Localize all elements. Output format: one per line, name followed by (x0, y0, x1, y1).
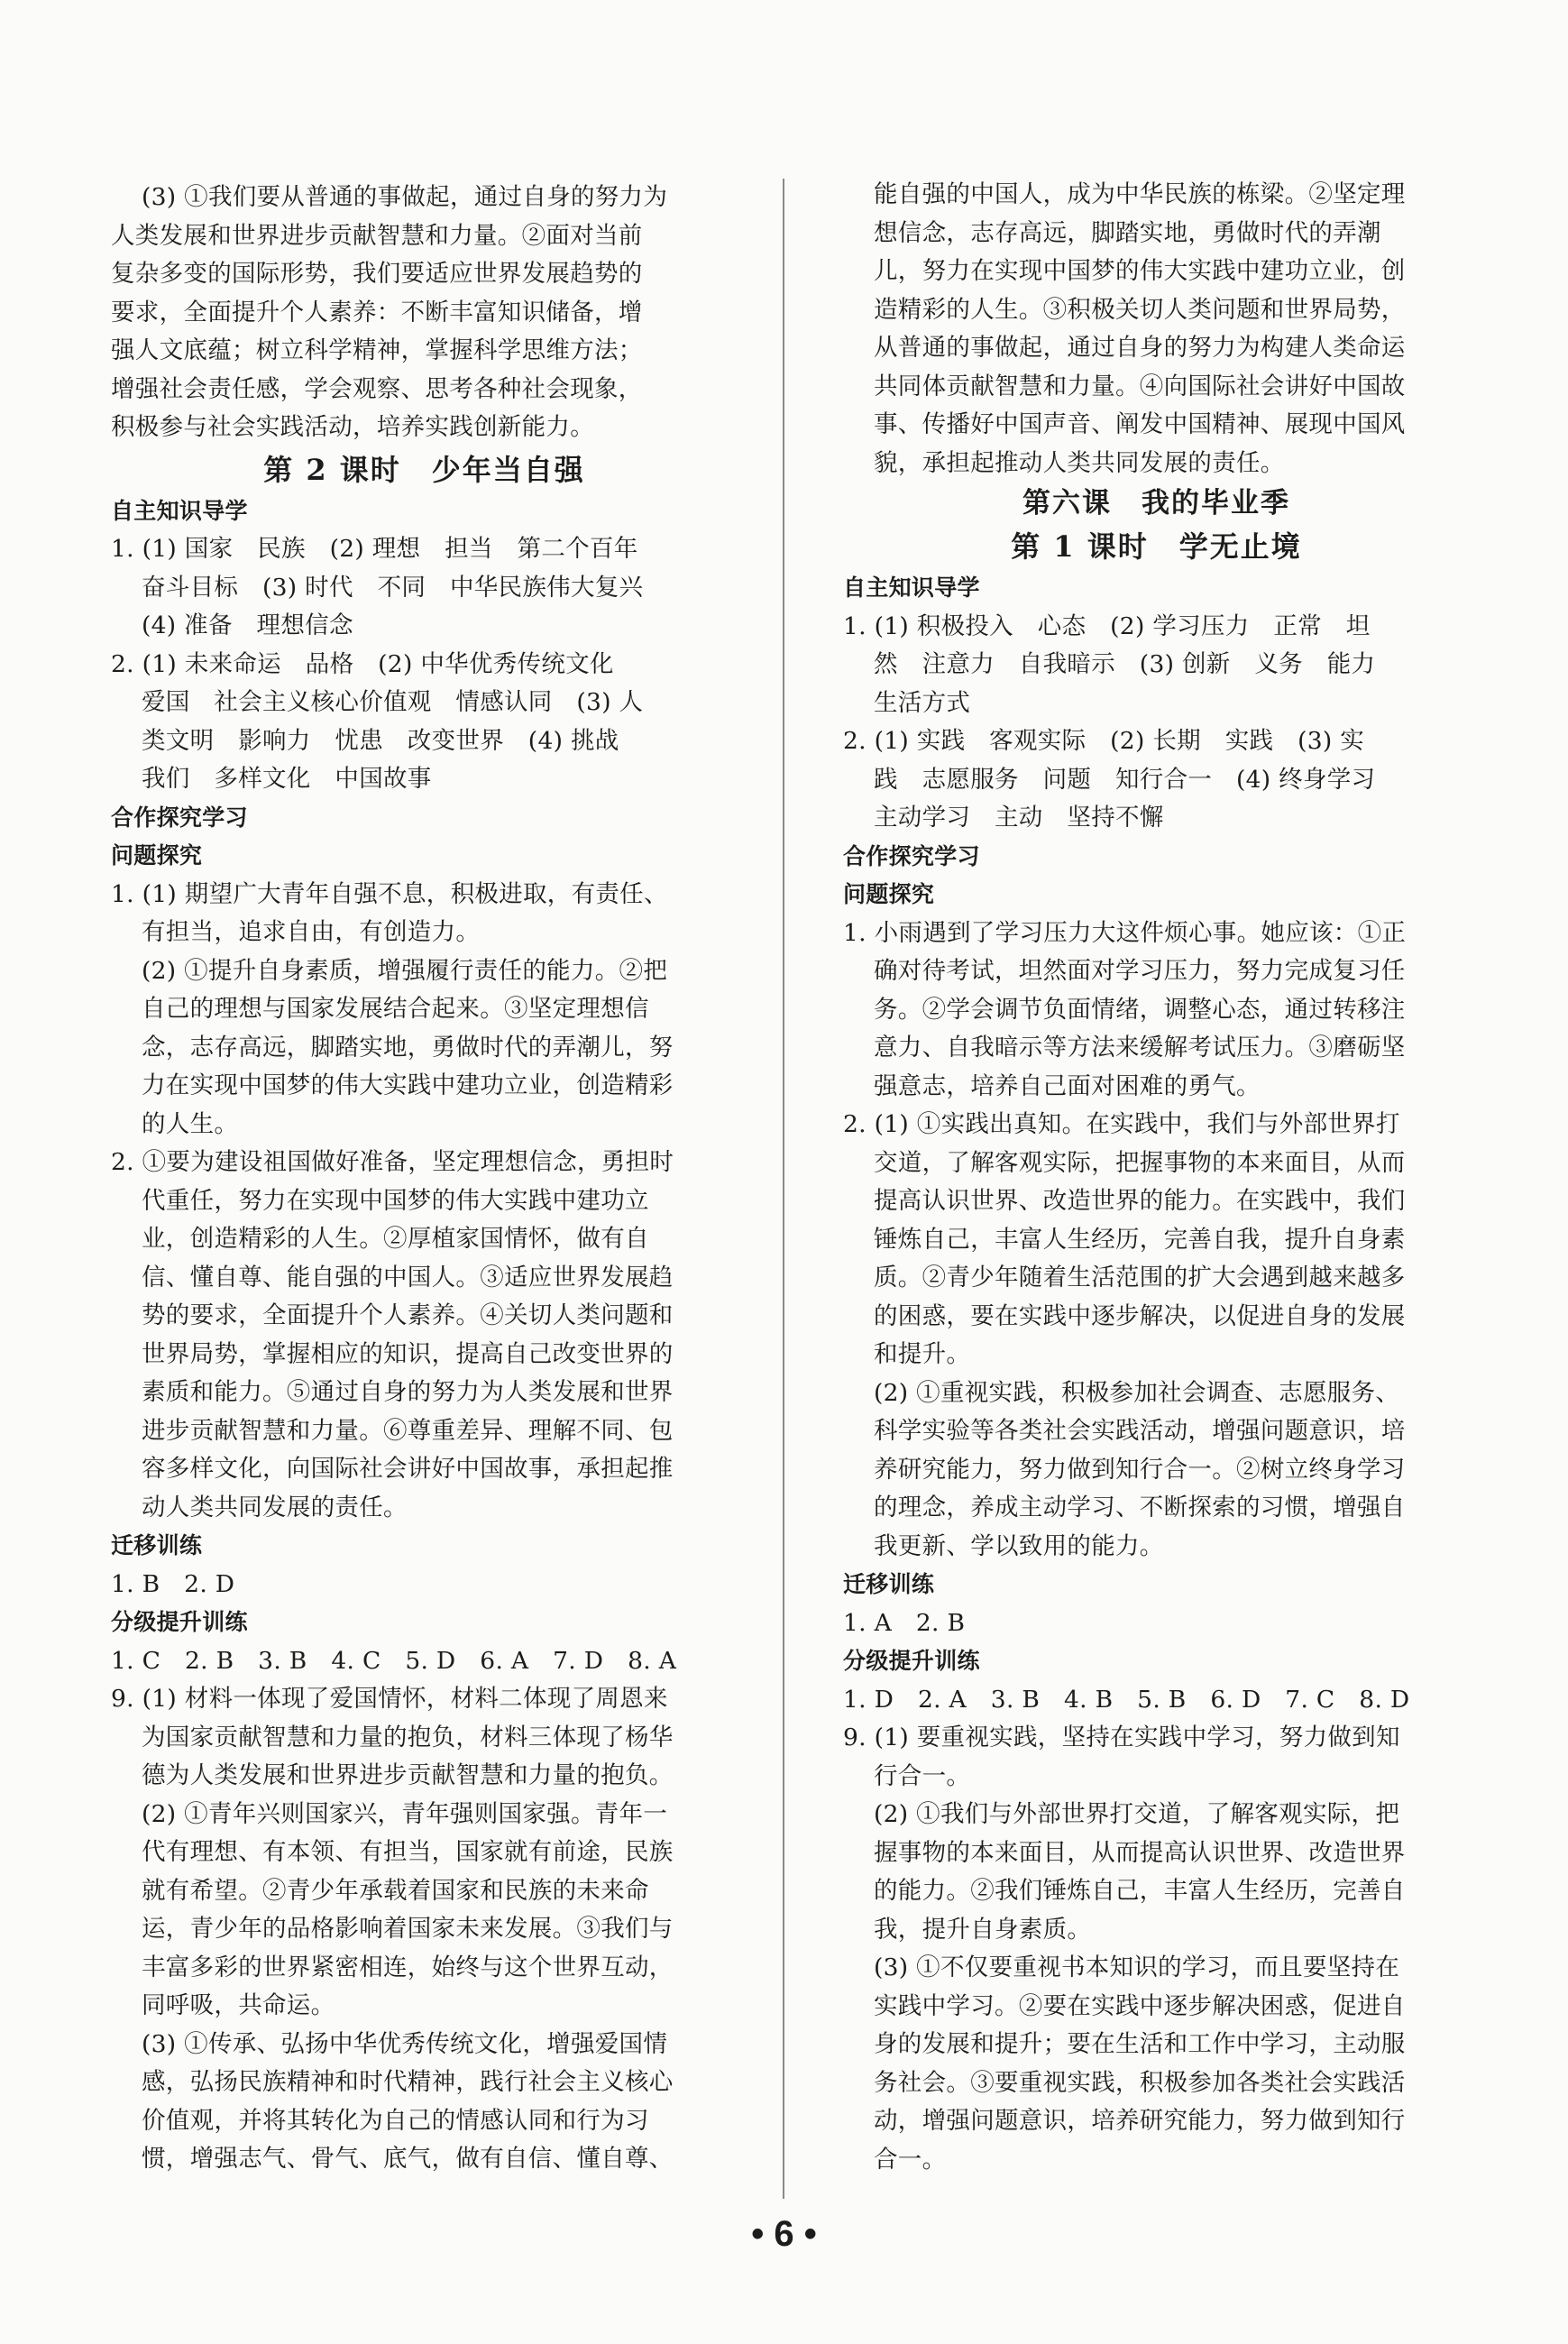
text-line: (2) ①青年兴则国家兴，青年强则国家强。青年一 (142, 1799, 668, 1828)
column-divider (783, 179, 784, 2199)
section-heading: 分级提升训练 (843, 1648, 980, 1674)
text-line: 奋斗目标 (3) 时代 不同 中华民族伟大复兴 (142, 573, 644, 602)
text-line: 2. ①要为建设祖国做好准备，坚定理想信念，勇担时 (111, 1148, 674, 1176)
text-line: 9. (1) 材料一体现了爱国情怀，材料二体现了周恩来 (111, 1685, 668, 1713)
section-heading: 合作探究学习 (111, 804, 248, 831)
text-line: 锤炼自己，丰富人生经历，完善自我，提升自身素 (874, 1225, 1406, 1254)
text-line: 践 志愿服务 问题 知行合一 (4) 终身学习 (874, 765, 1376, 794)
text-line: 1. C 2. B 3. B 4. C 5. D 6. A 7. D 8. A (111, 1646, 677, 1675)
text-line: 代有理想、有本领、有担当，国家就有前途，民族 (142, 1838, 674, 1866)
text-line: 儿，努力在实现中国梦的伟大实践中建功立业，创 (874, 257, 1406, 285)
text-line: 德为人类发展和世界进步贡献智慧和力量的抱负。 (142, 1761, 674, 1789)
text-line: 有担当，追求自由，有创造力。 (142, 918, 481, 946)
section-heading: 自主知识导学 (111, 497, 248, 524)
text-line: 容多样文化，向国际社会讲好中国故事，承担起推 (142, 1455, 674, 1483)
text-line: 感，弘扬民族精神和时代精神，践行社会主义核心 (142, 2068, 674, 2096)
text-line: 合一。 (874, 2145, 947, 2174)
text-line: 势的要求，全面提升个人素养。④关切人类问题和 (142, 1301, 674, 1329)
text-line: 交道，了解客观实际，把握事物的本来面目，从而 (874, 1148, 1406, 1177)
text-line: 2. (1) ①实践出真知。在实践中，我们与外部世界打 (843, 1110, 1400, 1138)
section-heading: 问题探究 (843, 881, 935, 907)
text-line: 确对待考试，坦然面对学习压力，努力完成复习任 (874, 957, 1406, 985)
text-line: 质。②青少年随着生活范围的扩大会遇到越来越多 (874, 1264, 1406, 1291)
text-line: 2. (1) 实践 客观实际 (2) 长期 实践 (3) 实 (843, 727, 1365, 755)
text-line: 动，增强问题意识，培养研究能力，努力做到知行 (874, 2107, 1406, 2135)
text-line: 务。②学会调节负面情绪，调整心态，通过转移注 (874, 995, 1406, 1024)
text-line: 复杂多变的国际形势，我们要适应世界发展趋势的 (111, 260, 643, 288)
text-line: 的困惑，要在实践中逐步解决，以促进自身的发展 (874, 1301, 1406, 1330)
text-line: 提高认识世界、改造世界的能力。在实践中，我们 (874, 1187, 1406, 1215)
text-line: 自己的理想与国家发展结合起来。③坚定理想信 (142, 995, 649, 1023)
text-line: 能自强的中国人，成为中华民族的栋梁。②坚定理 (874, 180, 1406, 208)
text-line: 科学实验等各类社会实践活动，增强问题意识，培 (874, 1417, 1406, 1445)
left-column (111, 179, 738, 2179)
text-line: 意力、自我暗示等方法来缓解考试压力。③磨砺坚 (874, 1034, 1406, 1062)
text-line: 1. (1) 期望广大青年自强不息，积极进取，有责任、 (111, 879, 668, 908)
text-line: 和提升。 (874, 1340, 971, 1368)
text-line: 人类发展和世界进步贡献智慧和力量。②面对当前 (111, 221, 643, 250)
right-column (843, 176, 1470, 2179)
text-line: 强意志，培养自己面对困难的勇气。 (874, 1071, 1261, 1100)
text-line: 握事物的本来面目，从而提高认识世界、改造世界 (874, 1838, 1406, 1867)
text-line: (3) ①传承、弘扬中华优秀传统文化，增强爱国情 (142, 2029, 668, 2058)
lesson-title: 第 1 课时 学无止境 (1011, 529, 1302, 564)
text-line: 生活方式 (874, 688, 971, 717)
text-line: (2) ①我们与外部世界打交道，了解客观实际，把 (874, 1800, 1400, 1828)
text-line: 1. 小雨遇到了学习压力大这件烦心事。她应该：①正 (843, 918, 1407, 947)
text-line: 的能力。②我们锤炼自己，丰富人生经历，完善自 (874, 1877, 1406, 1905)
text-line: 我更新、学以致用的能力。 (874, 1531, 1164, 1560)
text-line: (2) ①重视实践，积极参加社会调查、志愿服务、 (874, 1378, 1400, 1407)
text-line: 事、传播好中国声音、阐发中国精神、展现中国风 (874, 410, 1406, 438)
text-line: 价值观，并将其转化为自己的情感认同和行为习 (142, 2106, 649, 2135)
text-line: 的理念，养成主动学习、不断探索的习惯，增强自 (874, 1494, 1406, 1521)
unit-title: 第六课 我的毕业季 (1022, 487, 1290, 519)
text-line: (3) ①我们要从普通的事做起，通过自身的努力为 (142, 183, 668, 211)
page-number: • 6 • (751, 2214, 817, 2254)
text-line: 共同体贡献智慧和力量。④向国际社会讲好中国故 (874, 372, 1406, 400)
section-heading: 合作探究学习 (843, 842, 980, 869)
text-line: 然 注意力 自我暗示 (3) 创新 义务 能力 (874, 650, 1376, 678)
text-line: 行合一。 (874, 1761, 971, 1790)
text-line: 强人文底蕴；树立科学精神，掌握科学思维方法； (111, 336, 643, 364)
lesson-title: 第 2 课时 少年当自强 (263, 452, 585, 487)
text-line: 2. (1) 未来命运 品格 (2) 中华优秀传统文化 (111, 649, 614, 678)
text-line: 积极参与社会实践活动，培养实践创新能力。 (111, 413, 594, 441)
text-line: 1. B 2. D (111, 1569, 235, 1598)
text-line: 世界局势，掌握相应的知识，提高自己改变世界的 (142, 1339, 674, 1368)
text-line: 1. (1) 积极投入 心态 (2) 学习压力 正常 坦 (843, 611, 1371, 640)
text-line: 就有希望。②青少年承载着国家和民族的未来命 (142, 1876, 649, 1905)
text-line: 我，提升自身素质。 (874, 1915, 1092, 1944)
text-line: 貌，承担起推动人类共同发展的责任。 (874, 448, 1285, 477)
text-line: 业，创造精彩的人生。②厚植家国情怀，做有自 (142, 1225, 649, 1253)
text-line: 素质和能力。⑤通过自身的努力为人类发展和世界 (142, 1378, 674, 1406)
text-line: 身的发展和提升；要在生活和工作中学习，主动服 (874, 2030, 1406, 2058)
text-line: 9. (1) 要重视实践，坚持在实践中学习，努力做到知 (843, 1724, 1400, 1751)
section-heading: 问题探究 (111, 842, 203, 869)
text-line: 想信念，志存高远，脚踏实地，勇做时代的弄潮 (874, 218, 1381, 247)
text-line: 类文明 影响力 忧患 改变世界 (4) 挑战 (142, 726, 619, 755)
text-line: 1. (1) 国家 民族 (2) 理想 担当 第二个百年 (111, 535, 638, 563)
section-heading: 迁移训练 (843, 1571, 935, 1597)
text-line: 同呼吸，共命运。 (142, 1991, 335, 2019)
text-line: 丰富多彩的世界紧密相连，始终与这个世界互动， (142, 1953, 674, 1981)
text-line: 运，青少年的品格影响着国家未来发展。③我们与 (142, 1915, 674, 1943)
text-line: 务社会。③要重视实践，积极参加各类社会实践活 (874, 2068, 1406, 2097)
section-heading: 迁移训练 (111, 1532, 203, 1558)
text-line: 代重任，努力在实现中国梦的伟大实践中建功立 (142, 1186, 649, 1215)
text-line: 从普通的事做起，通过自身的努力为构建人类命运 (874, 334, 1406, 362)
text-line: 主动学习 主动 坚持不懈 (874, 804, 1164, 832)
text-line: 我们 多样文化 中国故事 (142, 765, 432, 793)
section-heading: 自主知识导学 (843, 575, 980, 601)
text-line: 的人生。 (142, 1109, 239, 1138)
text-line: 爱国 社会主义核心价值观 情感认同 (3) 人 (142, 688, 644, 716)
text-line: 实践中学习。②要在实践中逐步解决困惑，促进自 (874, 1991, 1406, 2020)
text-line: (3) ①不仅要重视书本知识的学习，而且要坚持在 (874, 1953, 1400, 1981)
text-line: 增强社会责任感，学会观察、思考各种社会现象， (111, 374, 643, 403)
text-line: (4) 准备 理想信念 (142, 611, 353, 639)
text-line: 力在实现中国梦的伟大实践中建功立业，创造精彩 (142, 1071, 674, 1099)
text-line: 念，志存高远，脚踏实地，勇做时代的弄潮儿，努 (142, 1033, 674, 1062)
text-line: 动人类共同发展的责任。 (142, 1493, 408, 1521)
text-line: 为国家贡献智慧和力量的抱负，材料三体现了杨华 (142, 1723, 674, 1751)
text-line: 1. A 2. B (843, 1608, 966, 1637)
text-line: (2) ①提升自身素质，增强履行责任的能力。②把 (142, 956, 668, 985)
text-line: 惯，增强志气、骨气、底气，做有自信、懂自尊、 (142, 2145, 674, 2173)
text-line: 信、懂自尊、能自强的中国人。③适应世界发展趋 (142, 1263, 674, 1291)
text-line: 造精彩的人生。③积极关切人类问题和世界局势， (874, 295, 1406, 324)
text-line: 进步贡献智慧和力量。⑥尊重差异、理解不同、包 (142, 1416, 674, 1445)
section-heading: 分级提升训练 (111, 1609, 248, 1635)
text-line: 养研究能力，努力做到知行合一。②树立终身学习 (874, 1455, 1406, 1484)
text-line: 1. D 2. A 3. B 4. B 5. B 6. D 7. C 8. D (843, 1685, 1410, 1714)
text-line: 要求，全面提升个人素养：不断丰富知识储备，增 (111, 298, 643, 326)
